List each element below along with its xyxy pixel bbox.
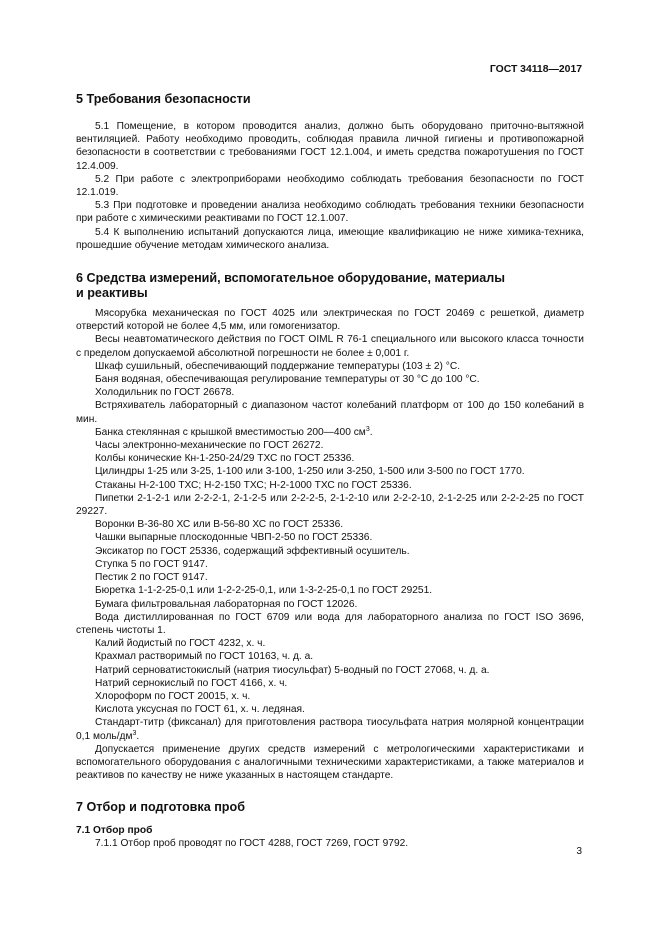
paragraph-5-3: 5.3 При подготовке и проведении анализа необходимо соблюдать требования техники безопасности при работе с химическими реактивами по ГОСТ 12.1.007.: [76, 200, 584, 225]
list-item: Кислота уксусная по ГОСТ 61, х. ч. ледяная.: [95, 704, 305, 716]
list-item: Воронки В-36-80 ХС или В-56-80 ХС по ГОСТ 25336.: [95, 519, 344, 531]
list-item: Шкаф сушильный, обеспечивающий поддержание температуры (103 ± 2) °С.: [95, 360, 461, 372]
list-item: Бюретка 1-1-2-25-0,1 или 1-2-2-25-0,1, или 1-3-2-25-0,1 по ГОСТ 29251.: [95, 585, 433, 597]
paragraph-7-1-1: 7.1.1 Отбор проб проводят по ГОСТ 4288, ГОСТ 7269, ГОСТ 9792.: [95, 838, 409, 850]
list-item-text: Стандарт-титр (фиксанал) для приготовления раствора тиосульфата натрия молярной концентрации 0,1 моль/дм: [76, 717, 584, 742]
list-item: Баня водяная, обеспечивающая регулирование температуры от 30 °С до 100 °С.: [95, 374, 480, 386]
list-item-period: .: [136, 730, 140, 742]
list-item: Колбы конические Кн-1-250-24/29 ТХС по ГОСТ 25336.: [95, 453, 355, 465]
list-item: Ступка 5 по ГОСТ 9147.: [95, 558, 208, 570]
list-item: Крахмал растворимый по ГОСТ 10163, ч. д. а.: [95, 651, 314, 663]
page-content: [76, 92, 584, 851]
paragraph-5-2: 5.2 При работе с электроприборами необходимо соблюдать требования безопасности по ГОСТ 12.1.019.: [76, 173, 584, 199]
list-item: Допускается применение других средств измерений с метрологическими характеристиками и вспомогательного оборудования с аналогичными техническими характеристиками, а также материалов и реактивов по качеству не ниже указанных в настоящем стандарте.: [76, 743, 584, 782]
list-item: Хлороформ по ГОСТ 20015, х. ч.: [95, 690, 251, 702]
list-item: Вода дистиллированная по ГОСТ 6709 или вода для лабораторного анализа по ГОСТ ISO 3696, степень чистоты 1.: [76, 611, 584, 636]
list-item: Часы электронно-механические по ГОСТ 26272.: [95, 440, 324, 452]
list-item: Бумага фильтровальная лабораторная по ГОСТ 12026.: [95, 598, 358, 610]
list-item: Стаканы Н-2-100 ТХС; Н-2-150 ТХС; Н-2-1000 ТХС по ГОСТ 25336.: [95, 479, 412, 491]
list-item: Пестик 2 по ГОСТ 9147.: [95, 572, 208, 584]
list-item: Весы неавтоматического действия по ГОСТ OIML R 76-1 специального или высокого класса точности с пределом допускаемой абсолютной погрешности не более ± 0,001 г.: [76, 334, 584, 359]
list-item: Натрий сернокислый по ГОСТ 4166, х. ч.: [95, 677, 288, 689]
list-item: [76, 426, 584, 439]
list-item-period: .: [369, 426, 373, 438]
list-item: Эксикатор по ГОСТ 25336, содержащий эффективный осушитель.: [95, 545, 410, 557]
list-item: Мясорубка механическая по ГОСТ 4025 или электрическая по ГОСТ 20469 с решеткой, диаметр отверстий которой не более 4,5 мм, или гомогенизатор.: [76, 308, 584, 333]
section-6-title-line-1: 6 Средства измерений, вспомогательное оборудование, материалы: [76, 271, 506, 286]
list-item: Холодильник по ГОСТ 26678.: [95, 387, 235, 399]
superscript: 3: [132, 729, 137, 737]
section-6-title-line-2: и реактивы: [76, 286, 148, 301]
list-item: Цилиндры 1-25 или 3-25, 1-100 или 3-100, 1-250 или 3-250, 1-500 или 3-500 по ГОСТ 1770.: [95, 466, 525, 478]
list-item: Пипетки 2-1-2-1 или 2-2-2-1, 2-1-2-5 или 2-2-2-5, 2-1-2-10 или 2-2-2-10, 2-1-2-25 или 2-2-2-25 по ГОСТ 29227.: [76, 492, 584, 518]
list-item-text: Банка стеклянная с крышкой вместимостью 200—400 см: [95, 426, 366, 438]
list-item: [76, 716, 584, 742]
paragraph-5-4: 5.4 К выполнению испытаний допускаются лица, имеющие квалификацию не ниже химика-техника, прошедшие обучение методам химического анализа.: [76, 226, 584, 251]
section-5-title: 5 Требования безопасности: [76, 92, 251, 106]
superscript: 3: [365, 425, 370, 433]
paragraph-5-1: 5.1 Помещение, в котором проводится анализ, должно быть оборудовано приточно-вытяжной вентиляцией. Работу необходимо проводить, соблюдая правила личной гигиены и противопожарной безопасности в соответствии с требованиями ГОСТ 12.1.004, и иметь средства пожаротушения по ГОСТ 12.4.009.: [76, 121, 584, 172]
list-item: Чашки выпарные плоскодонные ЧВП-2-50 по ГОСТ 25336.: [95, 532, 373, 544]
list-item: Встряхиватель лабораторный с диапазоном частот колебаний платформ от 100 до 150 колебаний в мин.: [76, 400, 584, 425]
page-number: 3: [576, 846, 582, 857]
list-item: Натрий серноватистокислый (натрия тиосульфат) 5-водный по ГОСТ 27068, ч. д. а.: [95, 664, 490, 676]
section-7-title: 7 Отбор и подготовка проб: [76, 800, 245, 815]
list-item: Калий йодистый по ГОСТ 4232, х. ч.: [95, 638, 266, 650]
standard-code: ГОСТ 34118—2017: [489, 64, 582, 75]
subsection-7-1-title: 7.1 Отбор проб: [76, 825, 153, 837]
